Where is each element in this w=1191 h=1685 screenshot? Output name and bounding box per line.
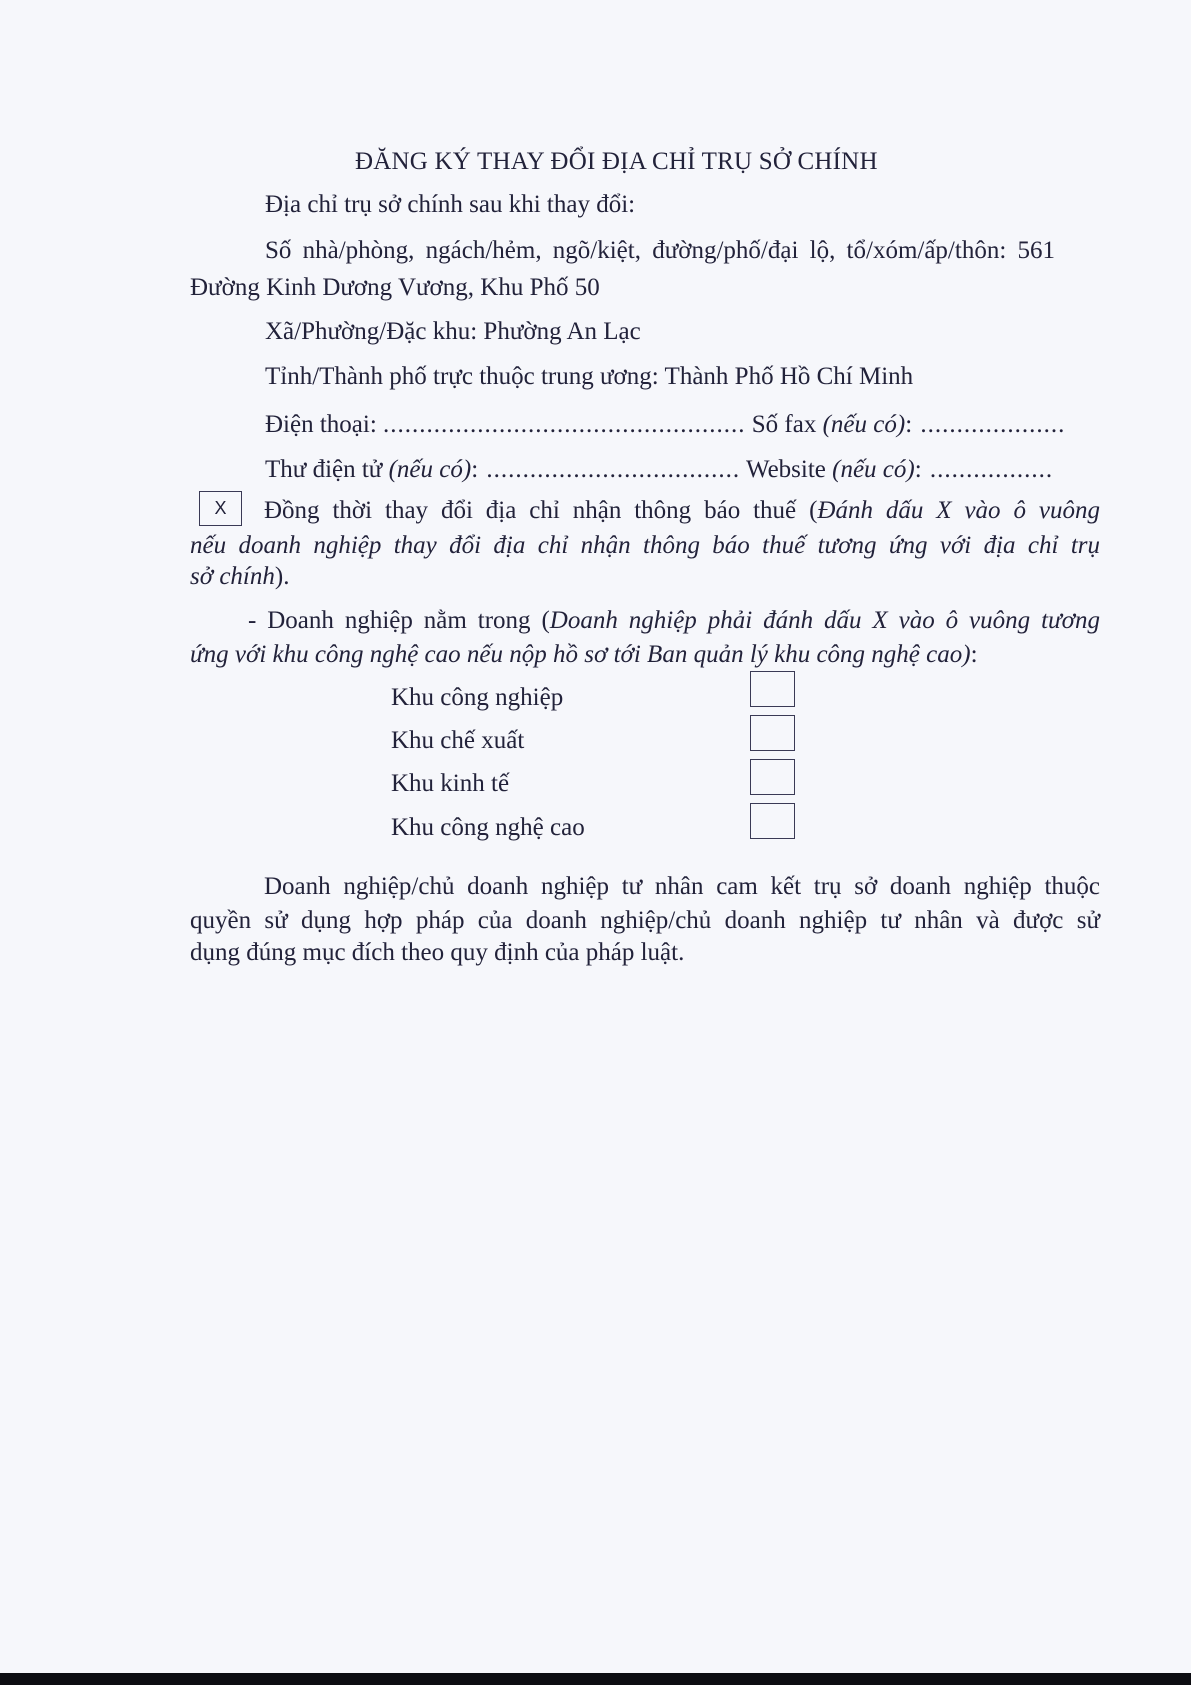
page-title: ĐĂNG KÝ THAY ĐỔI ĐỊA CHỈ TRỤ SỞ CHÍNH xyxy=(355,148,878,175)
ward-line xyxy=(265,317,641,347)
zone-intro-end: : xyxy=(970,641,978,668)
zone-checkbox-economic[interactable] xyxy=(750,759,795,795)
tax-notice-line2 xyxy=(190,531,1100,561)
zone-intro-line2 xyxy=(190,640,978,670)
tax-notice-text: Đồng thời thay đổi địa chỉ nhận thông báo thuế ( xyxy=(264,497,818,524)
zone-label-industrial: Khu công nghiệp xyxy=(391,684,564,711)
province-value: Thành Phố Hồ Chí Minh xyxy=(664,363,914,390)
ward-value: Phường An Lạc xyxy=(483,318,641,345)
scan-bottom-edge xyxy=(0,1673,1191,1685)
street-label: Số nhà/phòng, ngách/hẻm, ngõ/kiệt, đường/phố/đại lộ, tổ/xóm/ấp/thôn: xyxy=(265,237,1007,264)
email-note: (nếu có) xyxy=(388,456,472,483)
commitment-line2: quyền sử dụng hợp pháp của doanh nghiệp/chủ doanh nghiệp tư nhân và được sử xyxy=(190,907,1100,934)
fax-label: Số fax xyxy=(751,411,817,438)
website-note: (nếu có) xyxy=(832,456,915,483)
phone-label: Điện thoại: xyxy=(265,411,377,438)
commitment-line1: Doanh nghiệp/chủ doanh nghiệp tư nhân cam kết trụ sở doanh nghiệp thuộc xyxy=(264,873,1100,900)
phone-fax-line xyxy=(265,410,1100,440)
phone-dots: .................................................. xyxy=(383,411,746,438)
zone-checkbox-hightech[interactable] xyxy=(750,803,795,839)
fax-dots: : .................... xyxy=(905,411,1066,438)
fax-note: (nếu có) xyxy=(822,411,906,438)
commitment-line3: dụng đúng mục đích theo quy định của pháp luật. xyxy=(190,939,685,966)
province-line xyxy=(265,362,913,392)
email-website-line xyxy=(265,455,1100,485)
province-label: Tỉnh/Thành phố trực thuộc trung ương: xyxy=(265,363,659,390)
email-label: Thư điện tử xyxy=(265,456,383,483)
address-intro: Địa chỉ trụ sở chính sau khi thay đổi: xyxy=(265,191,636,218)
email-dots: : ................................... xyxy=(471,456,741,483)
zone-label-economic: Khu kinh tế xyxy=(391,770,510,797)
zone-checkbox-industrial[interactable] xyxy=(750,671,795,707)
zone-label-hightech: Khu công nghệ cao xyxy=(391,814,585,841)
zone-checkbox-export[interactable] xyxy=(750,715,795,751)
street-value-line2: Đường Kinh Dương Vương, Khu Phố 50 xyxy=(190,274,600,301)
zone-intro-italic2: ứng với khu công nghệ cao nếu nộp hồ sơ tới Ban quản lý khu công nghệ cao) xyxy=(190,641,971,668)
zone-label-export: Khu chế xuất xyxy=(391,727,525,754)
website-label: Website xyxy=(745,456,826,483)
tax-notice-italic1: Đánh dấu X vào ô vuông xyxy=(817,497,1100,524)
tax-notice-italic2: nếu doanh nghiệp thay đổi địa chỉ nhận thông báo thuế tương ứng với địa chỉ trụ xyxy=(190,532,1100,559)
street-value-line1: 561 xyxy=(1017,237,1055,264)
ward-label: Xã/Phường/Đặc khu: xyxy=(265,318,478,345)
tax-notice-end: ). xyxy=(274,563,290,590)
tax-notice-checkbox[interactable]: X xyxy=(199,491,242,526)
street-line xyxy=(265,236,1055,266)
zone-intro-text: - Doanh nghiệp nằm trong ( xyxy=(248,607,550,634)
website-dots: : ................. xyxy=(914,456,1054,483)
tax-notice-italic3: sở chính xyxy=(190,563,275,590)
zone-intro-line1 xyxy=(248,606,1100,636)
zone-intro-italic1: Doanh nghiệp phải đánh dấu X vào ô vuông tương xyxy=(549,607,1100,634)
tax-notice-line1 xyxy=(264,496,1100,526)
tax-notice-line3 xyxy=(190,562,289,592)
